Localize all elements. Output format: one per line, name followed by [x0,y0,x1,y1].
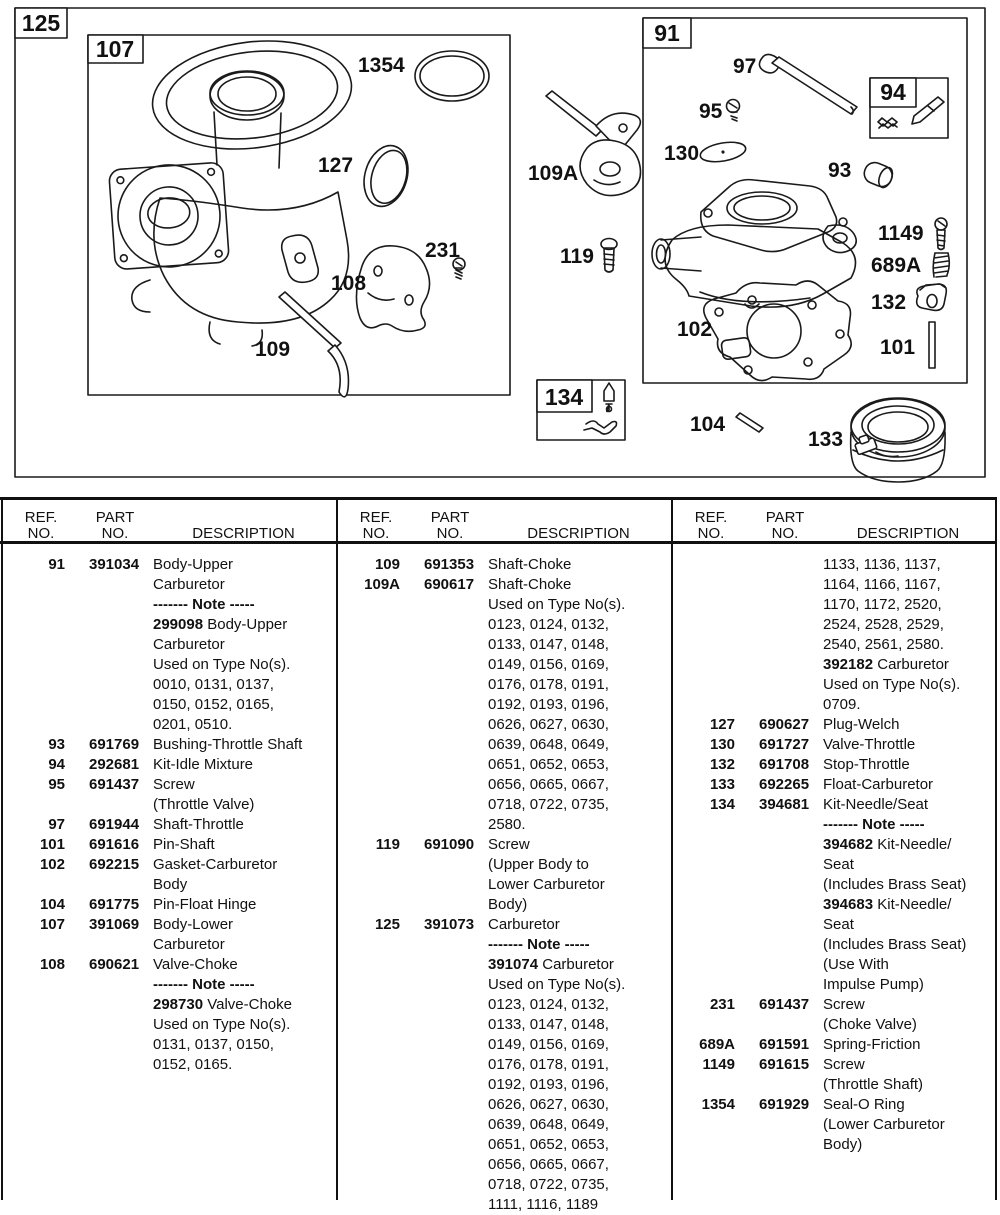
table-row [673,995,995,1035]
description-line: 1111, 1116, 1189 [488,1196,599,1213]
description-cell [153,735,336,755]
description-cell [823,775,995,795]
shaft-throttle-drawing [759,54,857,114]
description-line: 2580. [488,816,526,833]
description-line: Pin-Shaft [153,836,215,853]
description-cell [153,755,336,775]
description-line: 0176, 0178, 0191, [488,676,609,693]
part-no-cell: 692265 [759,776,810,793]
ref-no-cell: 109 [374,556,400,573]
description-line: Valve-Choke [153,956,238,973]
callout-130: 130 [664,142,700,165]
description-line: 0639, 0648, 0649, [488,736,609,753]
description-line: Body-Lower [153,916,234,933]
callout-119: 119 [560,245,594,268]
table-row [673,795,995,995]
description-line: (Use With [823,956,889,973]
part-no-cell: 691616 [89,836,140,853]
table-row [673,1055,995,1095]
description-line: Body) [823,1136,863,1153]
callout-95: 95 [699,100,723,123]
table-row [3,775,336,815]
description-line: 0152, 0165. [153,1056,233,1073]
description-line: (Lower Carburetor [823,1116,945,1133]
callout-133: 133 [808,428,844,451]
description-line: Shaft-Choke [488,576,572,593]
column-rows [338,546,671,1215]
description-line: Body) [488,896,528,913]
description-cell [153,775,336,815]
plug-welch-drawing [357,140,414,211]
column-header [673,497,995,546]
header-ref-no: REF. NO. [694,509,728,542]
table-row [3,735,336,755]
valve-throttle-drawing [699,139,747,165]
table-row [338,575,671,835]
description-line: 0656, 0665, 0667, [488,776,609,793]
ref-no-cell: 108 [39,956,65,973]
description-line: 0626, 0627, 0630, [488,716,609,733]
table-row [673,555,995,715]
description-line: Lower Carburetor [488,876,605,893]
table-row [3,555,336,735]
description-cell [823,1055,995,1095]
description-cell [823,755,995,775]
description-line: (Upper Body to [488,856,589,873]
spring-friction-drawing [933,253,949,277]
description-line: 0149, 0156, 0169, [488,1036,609,1053]
description-cell [823,735,995,755]
part-no-cell: 691090 [424,836,475,853]
description-line: Screw [823,996,865,1013]
description-cell [488,835,671,915]
part-no-cell: 691437 [89,776,140,793]
description-line: 298730 Valve-Choke [153,996,292,1013]
description-line: 1164, 1166, 1167, [823,576,941,593]
description-line: 0656, 0665, 0667, [488,1156,609,1173]
description-line: Screw [153,776,195,793]
part-no-cell: 394681 [759,796,810,813]
column-rows [673,546,995,1155]
ref-no-cell: 132 [709,756,735,773]
ref-no-cell: 689A [699,1036,735,1053]
throttle-shaft-screw-drawing [935,218,947,250]
column-header [338,497,671,546]
description-line: Shaft-Throttle [153,816,244,833]
table-row [3,895,336,915]
part-no-cell: 691929 [759,1096,810,1113]
table-row [338,915,671,1215]
description-cell [153,895,336,915]
part-no-cell: 391069 [89,916,140,933]
description-line: 392182 Carburetor [823,656,949,673]
ref-no-cell: 231 [709,996,735,1013]
group-label-125: 125 [21,10,61,36]
part-no-cell: 292681 [89,756,140,773]
parts-diagram [0,0,1000,492]
description-line: Shaft-Choke [488,556,572,573]
ref-no-cell: 130 [709,736,735,753]
part-no-cell: 690627 [759,716,810,733]
description-line: 0651, 0652, 0653, [488,756,609,773]
upper-to-lower-screw-drawing [601,239,617,273]
part-no-cell: 691769 [89,736,140,753]
ref-no-cell: 93 [48,736,65,753]
header-description: DESCRIPTION [192,525,295,542]
table-row [673,735,995,755]
part-no-cell: 690621 [89,956,140,973]
float-carburetor-drawing [851,398,945,482]
description-line: Carburetor [153,936,225,953]
parts-table-column-1 [3,497,336,1200]
description-line: 0123, 0124, 0132, [488,616,609,633]
description-line: (Throttle Valve) [153,796,255,813]
callout-1149: 1149 [878,222,924,245]
description-line: 1170, 1172, 2520, [823,596,942,613]
part-no-cell [735,555,823,715]
description-line: Used on Type No(s). [153,656,291,673]
header-part-no: PART NO. [765,509,805,542]
header-ref-no: REF. NO. [359,509,393,542]
group-label-91: 91 [654,20,680,46]
description-line: 0176, 0178, 0191, [488,1056,609,1073]
description-line: Body [153,876,188,893]
ref-no-cell: 95 [48,776,65,793]
stop-throttle-drawing [917,284,947,310]
description-line: 0192, 0193, 0196, [488,696,609,713]
table-row [3,815,336,835]
description-line: Screw [823,1056,865,1073]
ref-no-cell: 91 [48,556,65,573]
part-no-cell: 691944 [89,816,140,833]
table-row [3,955,336,1075]
description-line: Plug-Welch [823,716,900,733]
callout-104: 104 [690,413,726,436]
group-label-94: 94 [880,79,906,105]
description-line: Carburetor [153,636,225,653]
description-line: 0626, 0627, 0630, [488,1096,609,1113]
description-line: Spring-Friction [823,1036,921,1053]
description-line: 1133, 1136, 1137, [823,556,941,573]
callout-127: 127 [318,154,354,177]
table-row [3,755,336,775]
description-line: Valve-Throttle [823,736,916,753]
gasket-carburetor-drawing [704,281,851,381]
description-line: (Includes Brass Seat) [823,876,967,893]
table-row [338,835,671,915]
ref-no-cell [673,555,735,715]
description-line: Kit-Idle Mixture [153,756,254,773]
description-line: Seal-O Ring [823,1096,905,1113]
ref-no-cell: 101 [39,836,65,853]
part-no-cell: 691727 [759,736,810,753]
description-line: 0133, 0147, 0148, [488,1016,609,1033]
group-label-107: 107 [95,36,135,62]
plug-cylinder-drawing [861,160,895,190]
description-line: Carburetor [488,916,560,933]
description-line: 0150, 0152, 0165, [153,696,274,713]
pin-shaft-drawing [929,322,935,368]
part-no-cell: 391034 [89,556,140,573]
table-row [673,715,995,735]
callout-109: 109 [255,338,291,361]
description-cell [153,915,336,955]
ref-no-cell: 109A [364,576,400,593]
ref-no-cell: 102 [39,856,65,873]
table-row [3,855,336,895]
table-row [3,915,336,955]
description-cell [153,955,336,1075]
callout-102: 102 [677,318,713,341]
description-line: 0123, 0124, 0132, [488,996,609,1013]
upper-carburetor-drawing [652,180,856,308]
description-line: Stop-Throttle [823,756,910,773]
description-cell [823,795,995,995]
ref-no-cell: 107 [39,916,65,933]
ref-no-cell: 94 [48,756,65,773]
description-line: (Includes Brass Seat) [823,936,967,953]
description-line: 0131, 0137, 0150, [153,1036,274,1053]
part-no-cell: 691437 [759,996,810,1013]
valve-choke-drawing [356,246,429,332]
description-line: 0718, 0722, 0735, [488,1176,609,1193]
description-line: Float-Carburetor [823,776,934,793]
callout-1354: 1354 [358,54,405,77]
ref-no-cell: 133 [709,776,735,793]
table-row [673,1095,995,1155]
part-no-cell: 691708 [759,756,810,773]
throttle-valve-screw-drawing [727,100,740,122]
ref-no-cell: 125 [374,916,400,933]
description-cell [823,555,995,715]
description-line: 391074 Carburetor [488,956,614,973]
callout-101: 101 [880,336,916,359]
description-line: 0192, 0193, 0196, [488,1076,609,1093]
description-line: 0718, 0722, 0735, [488,796,609,813]
table-row [673,1035,995,1055]
description-line: (Throttle Shaft) [823,1076,924,1093]
description-line: Body-Upper [153,556,234,573]
seal-o-ring-drawing [415,51,489,101]
description-line: 394682 Kit-Needle/ [823,836,952,853]
group-label-134: 134 [544,384,584,410]
description-cell [153,855,336,895]
header-description: DESCRIPTION [856,525,960,542]
description-line: 2524, 2528, 2529, [823,616,944,633]
description-line: 0133, 0147, 0148, [488,636,609,653]
description-cell [488,915,671,1215]
part-no-cell: 690617 [424,576,475,593]
description-line: Seat [823,856,854,873]
description-line: ------- Note ----- [153,976,255,993]
parts-table-column-3 [673,497,995,1200]
description-line: Used on Type No(s). [823,676,961,693]
description-cell [823,715,995,735]
description-cell [153,835,336,855]
callout-93: 93 [828,159,852,182]
ref-no-cell: 1149 [702,1056,735,1073]
description-line: 0010, 0131, 0137, [153,676,274,693]
description-line: ------- Note ----- [823,816,925,833]
description-line: ------- Note ----- [153,596,255,613]
description-cell [823,995,995,1035]
description-line: 299098 Body-Upper [153,616,288,633]
parts-table-column-2 [338,497,671,1213]
callout-231: 231 [425,239,461,262]
ref-no-cell: 119 [375,836,400,853]
description-line: Used on Type No(s). [488,596,626,613]
header-part-no: PART NO. [430,509,470,542]
callout-108: 108 [331,272,367,295]
description-line: 0201, 0510. [153,716,233,733]
description-line: Used on Type No(s). [153,1016,291,1033]
description-line: Gasket-Carburetor [153,856,278,873]
header-part-no: PART NO. [95,509,135,542]
part-no-cell: 691615 [759,1056,810,1073]
ref-no-cell: 97 [48,816,65,833]
description-cell [153,555,336,735]
description-line: Used on Type No(s). [488,976,626,993]
description-line: Kit-Needle/Seat [823,796,929,813]
description-line: Impulse Pump) [823,976,924,993]
ref-no-cell: 1354 [701,1096,735,1113]
description-cell [823,1035,995,1055]
part-no-cell: 692215 [89,856,140,873]
description-cell [823,1095,995,1155]
description-line: Seat [823,916,854,933]
description-line: 0149, 0156, 0169, [488,656,609,673]
description-cell [153,815,336,835]
description-line: 2540, 2561, 2580. [823,636,944,653]
table-row [673,775,995,795]
description-line: 0651, 0652, 0653, [488,1136,609,1153]
table-row [338,555,671,575]
callout-109A: 109A [528,162,579,185]
description-line: Bushing-Throttle Shaft [153,736,303,753]
description-line: 0709. [823,696,861,713]
description-line: 0639, 0648, 0649, [488,1116,609,1133]
description-line: 394683 Kit-Needle/ [823,896,952,913]
description-line: Carburetor [153,576,225,593]
header-description: DESCRIPTION [527,525,630,542]
part-no-cell: 691591 [759,1036,810,1053]
column-header [3,497,336,546]
pin-float-hinge-drawing [736,413,763,432]
header-ref-no: REF. NO. [24,509,58,542]
callout-132: 132 [871,291,907,314]
part-no-cell: 691775 [89,896,140,913]
description-line: ------- Note ----- [488,936,590,953]
callout-689A: 689A [871,254,922,277]
description-line: Pin-Float Hinge [153,896,257,913]
table-row [673,755,995,775]
ref-no-cell: 104 [39,896,65,913]
ref-no-cell: 127 [709,716,735,733]
group-box-107 [88,35,510,395]
description-cell [488,575,671,835]
column-rows [3,546,336,1075]
table-border-right [995,497,997,1200]
ref-no-cell: 134 [709,796,735,813]
description-line: (Choke Valve) [823,1016,917,1033]
description-line: Screw [488,836,530,853]
table-row [3,835,336,855]
part-no-cell: 691353 [424,556,475,573]
callout-97: 97 [733,55,757,78]
lower-carburetor-drawing [109,30,358,346]
description-cell [488,555,671,575]
part-no-cell: 391073 [424,916,475,933]
